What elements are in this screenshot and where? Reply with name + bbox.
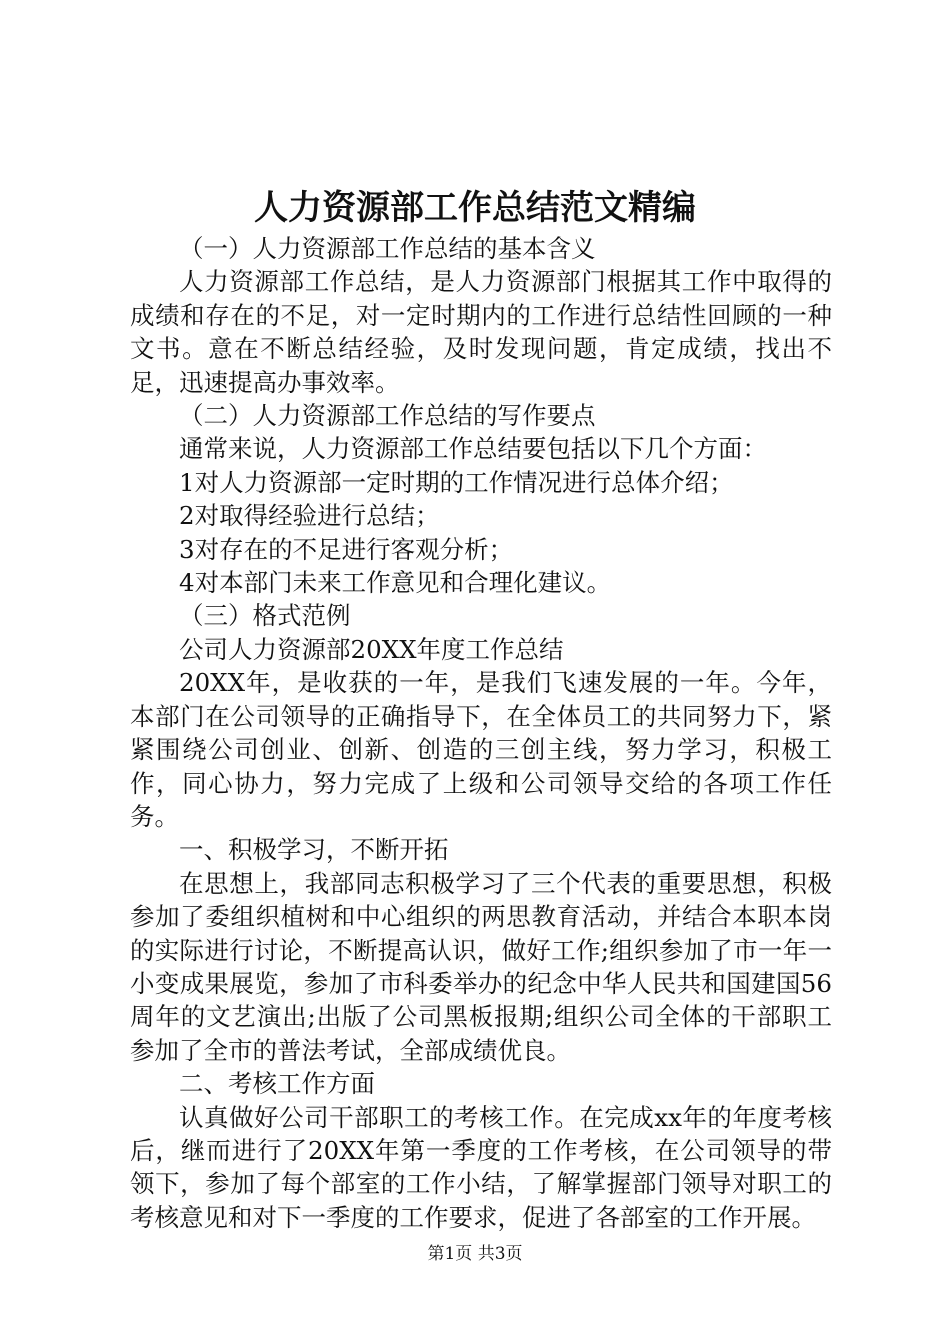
subheading-assessment: 二、考核工作方面 [179, 1069, 375, 1099]
paragraph-year-review: 20XX年，是收获的一年，是我们飞速发展的一年。今年，本部门在公司领导的正确指导下，在全体员工的共同努力下，紧紧围绕公司创业、创新、创造的三创主线，努力学习，积极工作，同心协力，努力完成了上级和公司领导交给的各项工作任务。 [130, 668, 832, 831]
list-item-3: 3对存在的不足进行客观分析； [179, 534, 514, 564]
section-heading-3: （三）格式范例 [179, 601, 351, 631]
document-body [130, 232, 832, 1234]
paragraph-learning: 在思想上，我部同志积极学习了三个代表的重要思想，积极参加了委组织植树和中心组织的两思教育活动，并结合本职本岗的实际进行讨论，不断提高认识，做好工作;组织参加了市一年一小变成果展览，参加了市科委举办的纪念中华人民共和国建国56周年的文艺演出;出版了公司黑板报期;组织公司全体的干部职工参加了全市的普法考试，全部成绩优良。 [130, 868, 832, 1065]
document-title: 人力资源部工作总结范文精编 [254, 188, 696, 228]
list-item-4: 4对本部门未来工作意见和合理化建议。 [179, 568, 612, 598]
list-item-1: 1对人力资源部一定时期的工作情况进行总体介绍； [179, 467, 734, 497]
paragraph-intro-points: 通常来说，人力资源部工作总结要包括以下几个方面： [179, 434, 767, 464]
paragraph-definition: 人力资源部工作总结，是人力资源部门根据其工作中取得的成绩和存在的不足，对一定时期内的工作进行总结性回顾的一种文书。意在不断总结经验，及时发现问题，肯定成绩，找出不足，迅速提高办事效率。 [130, 267, 832, 397]
paragraph-assessment: 认真做好公司干部职工的考核工作。在完成xx年的年度考核后，继而进行了20XX年第一季度的工作考核，在公司领导的带领下，参加了每个部室的工作小结，了解掌握部门领导对职工的考核意见和对下一季度的工作要求，促进了各部室的工作开展。 [130, 1102, 832, 1232]
page-footer: 第1页 共3页 [427, 1244, 523, 1264]
section-heading-2: （二）人力资源部工作总结的写作要点 [179, 401, 596, 431]
list-item-2: 2对取得经验进行总结； [179, 501, 440, 531]
subheading-learning: 一、积极学习，不断开拓 [179, 835, 449, 865]
sample-title: 公司人力资源部20XX年度工作总结 [179, 634, 564, 664]
section-heading-1: （一）人力资源部工作总结的基本含义 [179, 234, 596, 263]
